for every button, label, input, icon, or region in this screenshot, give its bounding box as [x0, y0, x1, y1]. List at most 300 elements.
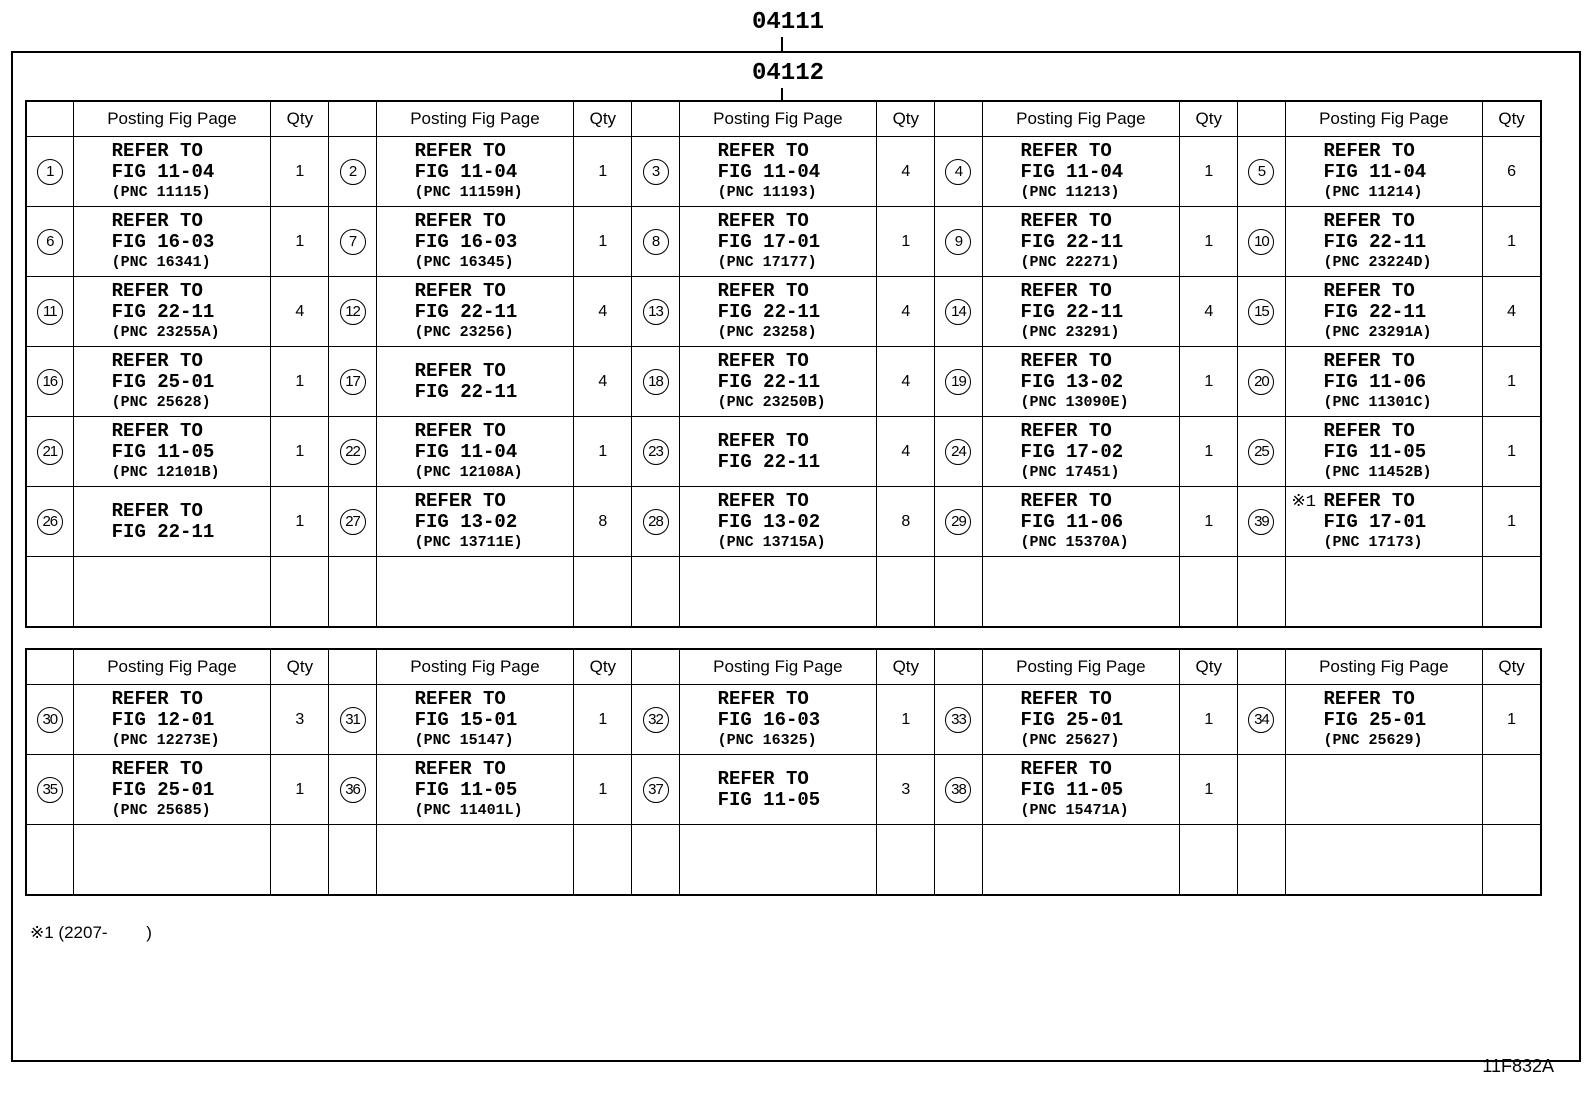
- fig-page-link[interactable]: FIG 25-01: [1020, 708, 1124, 731]
- reference-cell: [73, 277, 271, 347]
- qty-cell: 1: [1483, 207, 1541, 277]
- header-posting: Posting Fig Page: [1285, 649, 1483, 685]
- qty-cell: 4: [271, 277, 329, 347]
- reference-cell: [73, 685, 271, 755]
- pnc-text: (PNC 15370A): [1020, 533, 1129, 551]
- header-index-cell: [1238, 649, 1285, 685]
- qty-cell: 1: [1483, 685, 1541, 755]
- refer-to-text[interactable]: REFER TO: [1323, 209, 1415, 232]
- reference-cell: [679, 755, 877, 825]
- item-number-badge: 20: [1248, 369, 1274, 395]
- pnc-text: (PNC 11115): [111, 183, 211, 201]
- table-row: [26, 347, 1541, 417]
- qty-cell: [877, 825, 935, 896]
- refer-to-text[interactable]: REFER TO: [414, 687, 506, 710]
- refer-to-text[interactable]: REFER TO: [717, 349, 809, 372]
- qty-cell: 1: [574, 685, 632, 755]
- item-number-badge: 25: [1248, 439, 1274, 465]
- reference-cell: [679, 557, 877, 628]
- qty-cell: 3: [271, 685, 329, 755]
- refer-to-text[interactable]: REFER TO: [1020, 489, 1112, 512]
- qty-cell: [1180, 557, 1238, 628]
- qty-cell: 4: [877, 417, 935, 487]
- header-qty: Qty: [271, 101, 329, 137]
- pnc-text: (PNC 23224D): [1323, 253, 1432, 271]
- refer-to-text[interactable]: REFER TO: [1020, 687, 1112, 710]
- refer-to-text[interactable]: REFER TO: [717, 139, 809, 162]
- item-number-cell: [1238, 207, 1285, 277]
- item-number-cell: [329, 755, 376, 825]
- reference-cell: [73, 825, 271, 896]
- reference-cell: [982, 347, 1180, 417]
- qty-cell: 1: [1180, 755, 1238, 825]
- item-number-badge: 9: [945, 229, 971, 255]
- fig-page-link[interactable]: FIG 13-02: [1020, 370, 1124, 393]
- item-number-badge: 23: [643, 439, 669, 465]
- fig-page-link[interactable]: FIG 11-04: [414, 160, 518, 183]
- reference-cell: [1285, 277, 1483, 347]
- item-number-cell: [935, 825, 982, 896]
- item-number-badge: 11: [37, 299, 63, 325]
- fig-page-link[interactable]: FIG 22-11: [111, 520, 215, 543]
- qty-cell: [1180, 825, 1238, 896]
- item-number-cell: [26, 825, 73, 896]
- reference-cell: [679, 417, 877, 487]
- assembly-number-sub: 04112: [752, 60, 825, 87]
- item-number-cell: [632, 417, 679, 487]
- header-index-cell: [1238, 101, 1285, 137]
- reference-cell: [376, 557, 574, 628]
- fig-page-link[interactable]: FIG 22-11: [1323, 230, 1427, 253]
- qty-cell: 4: [574, 277, 632, 347]
- item-number-cell: [329, 137, 376, 207]
- item-number-badge: 35: [37, 777, 63, 803]
- fig-page-link[interactable]: FIG 17-01: [1323, 510, 1427, 533]
- fig-page-link[interactable]: FIG 11-04: [717, 160, 821, 183]
- item-number-badge: 15: [1248, 299, 1274, 325]
- fig-page-link[interactable]: FIG 11-05: [111, 440, 215, 463]
- fig-page-link[interactable]: FIG 25-01: [111, 778, 215, 801]
- reference-cell: [376, 755, 574, 825]
- reference-cell: [679, 207, 877, 277]
- item-number-badge: 33: [945, 707, 971, 733]
- fig-page-link[interactable]: FIG 22-11: [717, 370, 821, 393]
- item-number-cell: [1238, 825, 1285, 896]
- header-qty: Qty: [877, 101, 935, 137]
- item-number-badge: 38: [945, 777, 971, 803]
- fig-page-link[interactable]: FIG 11-05: [717, 788, 821, 811]
- pnc-text: (PNC 16341): [111, 253, 211, 271]
- refer-to-text[interactable]: REFER TO: [717, 279, 809, 302]
- table-row: [26, 557, 1541, 628]
- qty-cell: 6: [1483, 137, 1541, 207]
- reference-cell: [376, 207, 574, 277]
- refer-to-text[interactable]: REFER TO: [414, 279, 506, 302]
- item-number-cell: [935, 487, 982, 557]
- item-number-badge: 26: [37, 509, 63, 535]
- qty-cell: 1: [1180, 207, 1238, 277]
- pnc-text: (PNC 25685): [111, 801, 211, 819]
- item-number-cell: [935, 207, 982, 277]
- reference-cell: [1285, 825, 1483, 896]
- refer-to-text[interactable]: REFER TO: [414, 139, 506, 162]
- qty-cell: [574, 825, 632, 896]
- fig-page-link[interactable]: FIG 22-11: [414, 380, 518, 403]
- item-number-badge: 2: [340, 159, 366, 185]
- table-row: [26, 137, 1541, 207]
- item-number-badge: 28: [643, 509, 669, 535]
- qty-cell: 1: [574, 207, 632, 277]
- item-number-cell: [632, 685, 679, 755]
- refer-to-text[interactable]: REFER TO: [1323, 349, 1415, 372]
- header-posting: Posting Fig Page: [73, 101, 271, 137]
- header-index-cell: [632, 649, 679, 685]
- pnc-text: (PNC 23258): [717, 323, 817, 341]
- fig-page-link[interactable]: FIG 25-01: [111, 370, 215, 393]
- item-number-badge: 36: [340, 777, 366, 803]
- pnc-text: (PNC 11401L): [414, 801, 523, 819]
- footnote: ※1 (2207- ): [30, 923, 152, 942]
- fig-page-link[interactable]: FIG 17-02: [1020, 440, 1124, 463]
- table-row: [26, 755, 1541, 825]
- refer-to-text[interactable]: REFER TO: [111, 687, 203, 710]
- reference-cell: [982, 137, 1180, 207]
- qty-cell: 1: [271, 207, 329, 277]
- pnc-text: (PNC 17451): [1020, 463, 1120, 481]
- reference-cell: [679, 347, 877, 417]
- refer-to-text[interactable]: REFER TO: [111, 419, 203, 442]
- item-number-badge: 30: [37, 707, 63, 733]
- header-posting: Posting Fig Page: [376, 101, 574, 137]
- figure-code: 11F832A: [1482, 1056, 1554, 1076]
- item-number-cell: [1238, 557, 1285, 628]
- item-number-cell: [26, 277, 73, 347]
- pnc-text: (PNC 25627): [1020, 731, 1120, 749]
- item-number-cell: [26, 207, 73, 277]
- pnc-text: (PNC 23255A): [111, 323, 220, 341]
- item-number-badge: 13: [643, 299, 669, 325]
- item-number-badge: 19: [945, 369, 971, 395]
- item-number-cell: [935, 557, 982, 628]
- qty-cell: 1: [1180, 685, 1238, 755]
- fig-page-link[interactable]: FIG 11-04: [111, 160, 215, 183]
- item-number-cell: [935, 277, 982, 347]
- item-number-badge: 7: [340, 229, 366, 255]
- item-number-cell: [632, 487, 679, 557]
- pnc-text: (PNC 25629): [1323, 731, 1423, 749]
- fig-page-link[interactable]: FIG 16-03: [414, 230, 518, 253]
- pnc-text: (PNC 23256): [414, 323, 514, 341]
- qty-cell: 1: [877, 685, 935, 755]
- reference-cell: [982, 755, 1180, 825]
- qty-cell: 1: [574, 417, 632, 487]
- header-index-cell: [26, 649, 73, 685]
- qty-cell: [877, 557, 935, 628]
- fig-page-link[interactable]: FIG 11-04: [1323, 160, 1427, 183]
- header-posting: Posting Fig Page: [679, 101, 877, 137]
- assembly-number-top: 04111: [752, 9, 825, 36]
- refer-to-text[interactable]: REFER TO: [717, 429, 809, 452]
- reference-cell: [679, 825, 877, 896]
- header-row: [26, 101, 1541, 137]
- item-number-badge: 29: [945, 509, 971, 535]
- qty-cell: 1: [1180, 487, 1238, 557]
- fig-page-link[interactable]: FIG 22-11: [717, 300, 821, 323]
- reference-cell: [73, 417, 271, 487]
- qty-cell: [1483, 825, 1541, 896]
- header-posting: Posting Fig Page: [73, 649, 271, 685]
- item-number-cell: [26, 487, 73, 557]
- reference-table-2: [25, 648, 1542, 896]
- fig-page-link[interactable]: FIG 22-11: [1323, 300, 1427, 323]
- header-row: [26, 649, 1541, 685]
- fig-page-link[interactable]: FIG 11-05: [1323, 440, 1427, 463]
- qty-cell: 1: [877, 207, 935, 277]
- refer-to-text[interactable]: REFER TO: [111, 349, 203, 372]
- pnc-text: (PNC 23291A): [1323, 323, 1432, 341]
- item-number-cell: [1238, 685, 1285, 755]
- fig-page-link[interactable]: FIG 13-02: [717, 510, 821, 533]
- header-qty: Qty: [271, 649, 329, 685]
- item-number-cell: [329, 487, 376, 557]
- item-number-badge: 10: [1248, 229, 1274, 255]
- qty-cell: 4: [877, 277, 935, 347]
- qty-cell: 4: [1180, 277, 1238, 347]
- reference-cell: [376, 825, 574, 896]
- fig-page-link[interactable]: FIG 22-11: [1020, 230, 1124, 253]
- fig-page-link[interactable]: FIG 11-04: [1020, 160, 1124, 183]
- pnc-text: (PNC 11193): [717, 183, 817, 201]
- header-qty: Qty: [1483, 101, 1541, 137]
- fig-page-link[interactable]: FIG 12-01: [111, 708, 215, 731]
- pnc-text: (PNC 12101B): [111, 463, 220, 481]
- refer-to-text[interactable]: REFER TO: [414, 489, 506, 512]
- refer-to-text[interactable]: REFER TO: [1020, 349, 1112, 372]
- pnc-text: (PNC 11213): [1020, 183, 1120, 201]
- fig-page-link[interactable]: FIG 16-03: [111, 230, 215, 253]
- fig-page-link[interactable]: FIG 11-06: [1323, 370, 1427, 393]
- table-row: [26, 207, 1541, 277]
- reference-cell: [982, 277, 1180, 347]
- qty-cell: [271, 557, 329, 628]
- item-number-cell: [632, 557, 679, 628]
- item-number-cell: [329, 347, 376, 417]
- qty-cell: 1: [574, 755, 632, 825]
- pnc-text: (PNC 15147): [414, 731, 514, 749]
- reference-cell: [982, 487, 1180, 557]
- item-number-badge: 6: [37, 229, 63, 255]
- item-number-badge: 32: [643, 707, 669, 733]
- refer-to-text[interactable]: REFER TO: [414, 359, 506, 382]
- reference-cell: [376, 347, 574, 417]
- item-number-cell: [632, 347, 679, 417]
- refer-to-text[interactable]: REFER TO: [414, 209, 506, 232]
- qty-cell: 8: [574, 487, 632, 557]
- item-number-cell: [632, 207, 679, 277]
- header-index-cell: [329, 101, 376, 137]
- qty-cell: 1: [271, 347, 329, 417]
- header-qty: Qty: [1180, 101, 1238, 137]
- qty-cell: 1: [1180, 417, 1238, 487]
- qty-cell: 4: [574, 347, 632, 417]
- reference-cell: [982, 685, 1180, 755]
- fig-page-link[interactable]: FIG 25-01: [1323, 708, 1427, 731]
- item-number-badge: 18: [643, 369, 669, 395]
- refer-to-text[interactable]: REFER TO: [111, 757, 203, 780]
- pnc-text: (PNC 12108A): [414, 463, 523, 481]
- item-number-cell: [632, 755, 679, 825]
- note-mark: ※1: [1291, 493, 1316, 512]
- reference-cell: [73, 487, 271, 557]
- reference-cell: [982, 417, 1180, 487]
- fig-page-link[interactable]: FIG 16-03: [717, 708, 821, 731]
- reference-cell: [376, 277, 574, 347]
- item-number-badge: 22: [340, 439, 366, 465]
- item-number-badge: 21: [37, 439, 63, 465]
- refer-to-text[interactable]: REFER TO: [1020, 419, 1112, 442]
- reference-cell: [376, 417, 574, 487]
- refer-to-text[interactable]: REFER TO: [111, 279, 203, 302]
- refer-to-text[interactable]: REFER TO: [1323, 279, 1415, 302]
- item-number-cell: [1238, 417, 1285, 487]
- reference-cell: [1285, 347, 1483, 417]
- fig-page-link[interactable]: FIG 22-11: [414, 300, 518, 323]
- table-row: [26, 825, 1541, 896]
- pnc-text: (PNC 25628): [111, 393, 211, 411]
- table-row: [26, 487, 1541, 557]
- item-number-badge: 12: [340, 299, 366, 325]
- pnc-text: (PNC 23250B): [717, 393, 826, 411]
- reference-cell: [982, 557, 1180, 628]
- item-number-cell: [1238, 137, 1285, 207]
- refer-to-text[interactable]: REFER TO: [1323, 687, 1415, 710]
- item-number-badge: 1: [37, 159, 63, 185]
- reference-cell: [73, 347, 271, 417]
- qty-cell: 1: [1180, 347, 1238, 417]
- refer-to-text[interactable]: REFER TO: [717, 209, 809, 232]
- reference-cell: [73, 137, 271, 207]
- qty-cell: 1: [1180, 137, 1238, 207]
- header-qty: Qty: [574, 101, 632, 137]
- fig-page-link[interactable]: FIG 13-02: [414, 510, 518, 533]
- item-number-cell: [632, 277, 679, 347]
- reference-cell: [1285, 557, 1483, 628]
- qty-cell: 1: [1483, 347, 1541, 417]
- table-row: [26, 417, 1541, 487]
- pnc-text: (PNC 17173): [1323, 533, 1423, 551]
- refer-to-text[interactable]: REFER TO: [1323, 139, 1415, 162]
- table-row: [26, 277, 1541, 347]
- header-posting: Posting Fig Page: [982, 649, 1180, 685]
- pnc-text: (PNC 11159H): [414, 183, 523, 201]
- qty-cell: 4: [1483, 277, 1541, 347]
- pnc-text: (PNC 11452B): [1323, 463, 1432, 481]
- pnc-text: (PNC 12273E): [111, 731, 220, 749]
- pnc-text: (PNC 13711E): [414, 533, 523, 551]
- item-number-cell: [329, 417, 376, 487]
- reference-cell: [679, 277, 877, 347]
- item-number-badge: 4: [945, 159, 971, 185]
- qty-cell: [271, 825, 329, 896]
- item-number-cell: [935, 685, 982, 755]
- fig-page-link[interactable]: FIG 11-05: [414, 778, 518, 801]
- reference-cell: [1285, 685, 1483, 755]
- pnc-text: (PNC 22271): [1020, 253, 1120, 271]
- reference-cell: [376, 137, 574, 207]
- item-number-cell: [26, 755, 73, 825]
- refer-to-text[interactable]: REFER TO: [717, 489, 809, 512]
- fig-page-link[interactable]: FIG 22-11: [111, 300, 215, 323]
- refer-to-text[interactable]: REFER TO: [1020, 757, 1112, 780]
- pnc-text: (PNC 13715A): [717, 533, 826, 551]
- reference-cell: [1285, 417, 1483, 487]
- qty-cell: [574, 557, 632, 628]
- refer-to-text[interactable]: REFER TO: [717, 767, 809, 790]
- refer-to-text[interactable]: REFER TO: [1323, 419, 1415, 442]
- reference-cell: [679, 487, 877, 557]
- refer-to-text[interactable]: REFER TO: [1020, 279, 1112, 302]
- fig-page-link[interactable]: FIG 11-06: [1020, 510, 1124, 533]
- item-number-cell: [26, 557, 73, 628]
- item-number-badge: 3: [643, 159, 669, 185]
- pnc-text: (PNC 15471A): [1020, 801, 1129, 819]
- reference-cell: [376, 487, 574, 557]
- refer-to-text[interactable]: REFER TO: [1020, 209, 1112, 232]
- reference-cell: [1285, 207, 1483, 277]
- item-number-cell: [26, 417, 73, 487]
- qty-cell: [1483, 755, 1541, 825]
- reference-cell: [1285, 755, 1483, 825]
- fig-page-link[interactable]: FIG 22-11: [1020, 300, 1124, 323]
- reference-cell: [982, 825, 1180, 896]
- refer-to-text[interactable]: REFER TO: [111, 499, 203, 522]
- fig-page-link[interactable]: FIG 11-05: [1020, 778, 1124, 801]
- refer-to-text[interactable]: REFER TO: [414, 419, 506, 442]
- item-number-cell: [1238, 487, 1285, 557]
- header-index-cell: [935, 649, 982, 685]
- qty-cell: 1: [271, 487, 329, 557]
- item-number-badge: 39: [1248, 509, 1274, 535]
- refer-to-text[interactable]: REFER TO: [717, 687, 809, 710]
- item-number-cell: [1238, 755, 1285, 825]
- fig-page-link[interactable]: FIG 22-11: [717, 450, 821, 473]
- qty-cell: 1: [271, 137, 329, 207]
- refer-to-text[interactable]: REFER TO: [1020, 139, 1112, 162]
- refer-to-text[interactable]: REFER TO: [414, 757, 506, 780]
- reference-cell: [679, 137, 877, 207]
- fig-page-link[interactable]: FIG 17-01: [717, 230, 821, 253]
- fig-page-link[interactable]: FIG 11-04: [414, 440, 518, 463]
- fig-page-link[interactable]: FIG 15-01: [414, 708, 518, 731]
- refer-to-text[interactable]: REFER TO: [1323, 489, 1415, 512]
- qty-cell: 1: [1483, 487, 1541, 557]
- header-qty: Qty: [877, 649, 935, 685]
- qty-cell: [1483, 557, 1541, 628]
- item-number-cell: [329, 685, 376, 755]
- refer-to-text[interactable]: REFER TO: [111, 139, 203, 162]
- pnc-text: (PNC 16345): [414, 253, 514, 271]
- reference-cell: [1285, 487, 1483, 557]
- qty-cell: 1: [271, 755, 329, 825]
- reference-table-1: [25, 100, 1542, 628]
- header-index-cell: [632, 101, 679, 137]
- refer-to-text[interactable]: REFER TO: [111, 209, 203, 232]
- header-posting: Posting Fig Page: [982, 101, 1180, 137]
- qty-cell: 1: [574, 137, 632, 207]
- header-posting: Posting Fig Page: [679, 649, 877, 685]
- item-number-cell: [1238, 347, 1285, 417]
- item-number-cell: [935, 417, 982, 487]
